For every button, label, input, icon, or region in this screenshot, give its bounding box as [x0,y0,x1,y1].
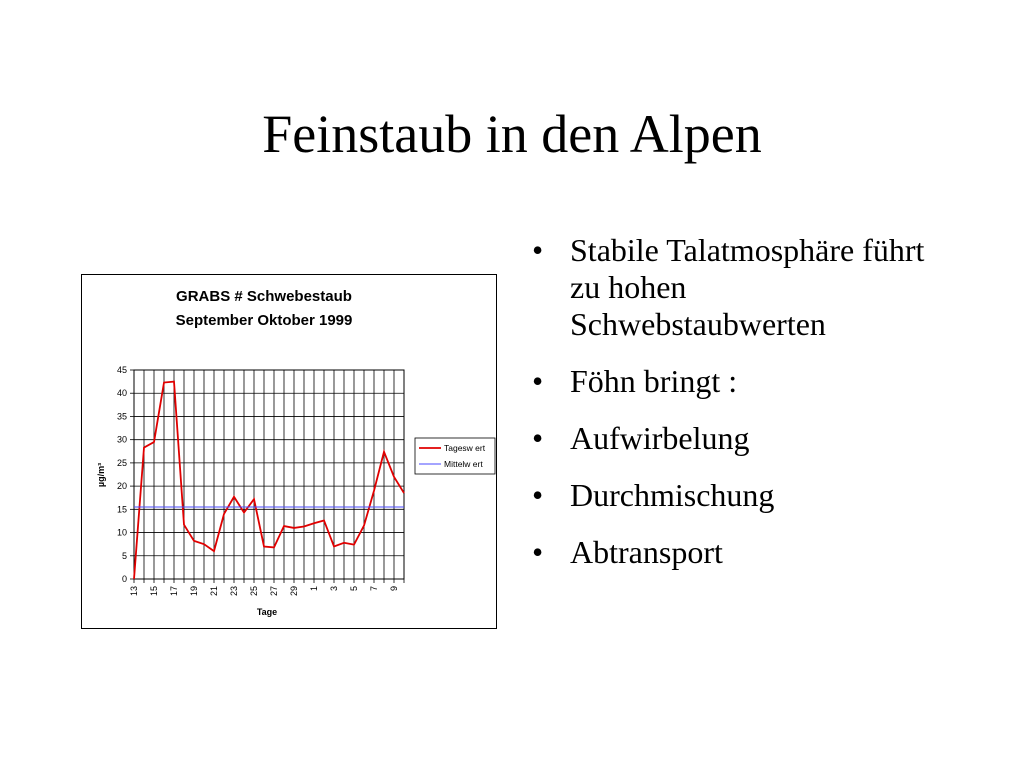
legend-entry: Tagesw ert [444,443,486,453]
y-tick-label: 40 [116,388,127,399]
bullet-text: Abtransport [570,534,723,570]
bullet-list [528,232,948,591]
bullet-dot: • [532,363,544,399]
y-tick-label: 20 [116,481,127,492]
x-tick-label: 19 [189,586,199,597]
y-tick-label: 5 [121,550,127,561]
y-tick-label: 10 [116,527,127,538]
chart-frame [81,274,497,629]
bullet-dot: • [532,534,544,570]
bullet-item [528,534,948,571]
y-tick-label: 35 [116,411,127,422]
bullet-dot: • [532,232,544,268]
x-tick-label: 9 [389,586,399,592]
bullet-item [528,420,948,457]
x-tick-label: 15 [149,586,159,597]
y-tick-label: 25 [116,457,127,468]
x-tick-label: 29 [289,586,299,597]
bullet-text: Aufwirbelung [570,420,750,456]
legend-entry: Mittelw ert [444,459,483,469]
slide-title: Feinstaub in den Alpen [262,104,762,164]
y-tick-label: 30 [116,434,127,445]
y-axis-label: µg/m³ [96,462,106,488]
x-tick-label: 27 [269,586,279,597]
plot-layer [117,365,495,596]
chart-title-line-2: September Oktober 1999 [175,312,353,329]
chart-svg [82,275,496,628]
x-tick-label: 1 [309,586,319,592]
x-tick-label: 3 [329,586,339,592]
x-tick-label: 21 [209,586,219,597]
x-tick-label: 25 [249,586,259,597]
bullet-item [528,477,948,514]
x-tick-label: 23 [229,586,239,597]
x-tick-label: 13 [129,586,139,597]
bullet-item [528,363,948,400]
y-tick-label: 15 [116,504,127,515]
x-axis-label: Tage [256,607,278,617]
y-tick-label: 0 [121,574,127,584]
bullet-item [528,232,948,343]
bullet-text: Föhn bringt : [570,363,738,399]
chart-title-line-1: GRABS # Schwebestaub [176,288,352,305]
x-tick-label: 7 [369,586,379,592]
bullet-dot: • [532,477,544,513]
bullet-text: Stabile Talatmosphäre führt zu hohen Schwebstaubwerten [570,232,925,342]
x-tick-label: 17 [169,586,179,597]
bullet-text: Durchmischung [570,477,775,513]
y-tick-label: 45 [116,365,127,375]
bullet-dot: • [532,420,544,456]
x-tick-label: 5 [349,586,359,592]
